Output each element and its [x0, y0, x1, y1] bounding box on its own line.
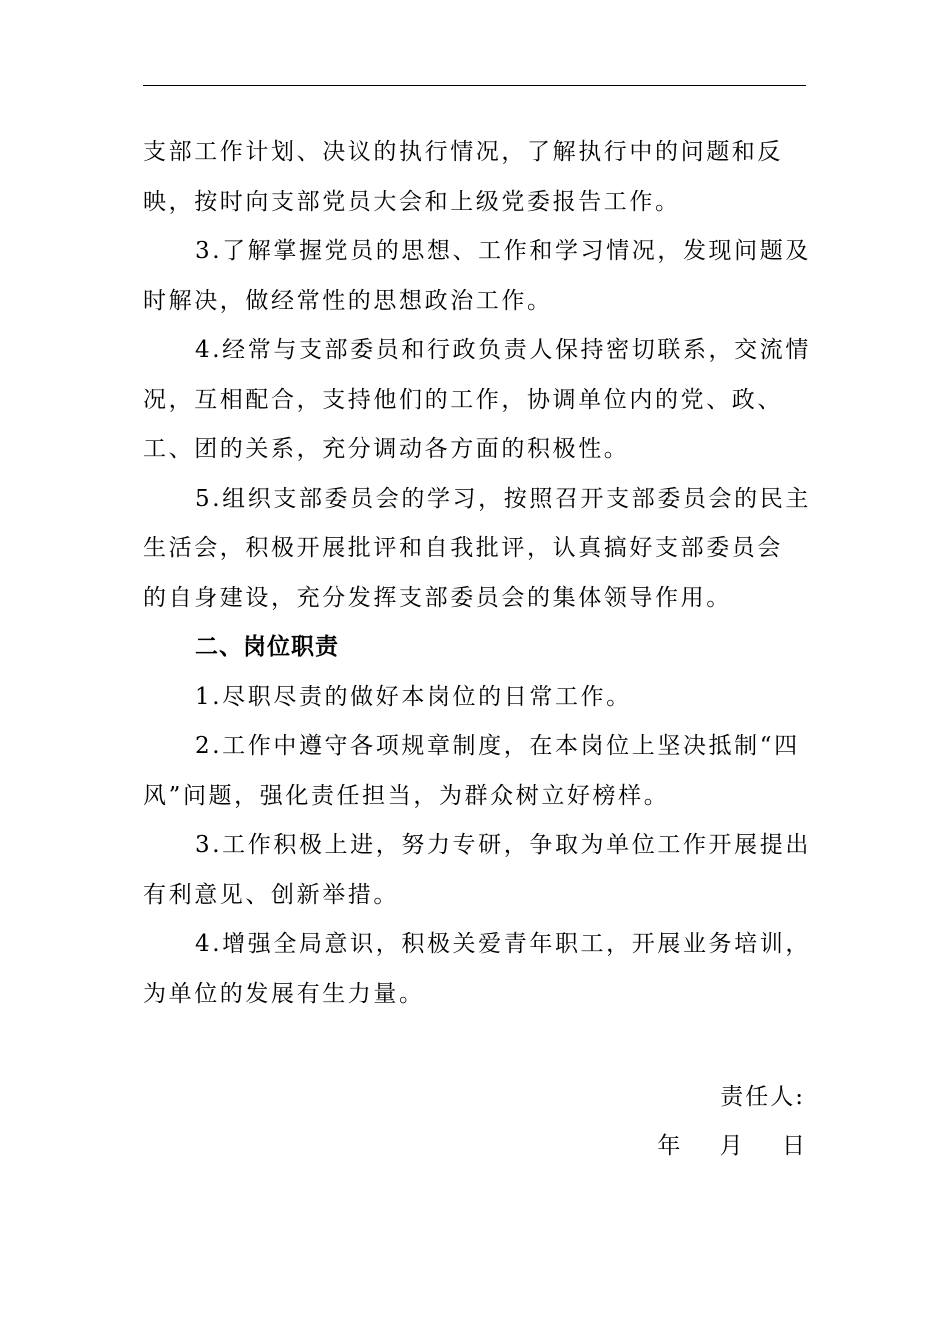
- body-line: 映，按时向支部党员大会和上级党委报告工作。: [143, 188, 681, 215]
- body-line: 5.组织支部委员会的学习，按照召开支部委员会的民主: [195, 485, 811, 512]
- responsible-person-label: 责任人:: [720, 1084, 805, 1110]
- date-label: 年 月 日: [657, 1133, 805, 1159]
- body-line: 生活会，积极开展批评和自我批评，认真搞好支部委员会: [143, 535, 783, 561]
- body-line: 4.经常与支部委员和行政负责人保持密切联系，交流情: [195, 337, 811, 363]
- body-line: 风”问题，强化责任担当，为群众树立好榜样。: [143, 782, 670, 809]
- body-line: 有利意见、创新举措。: [143, 881, 399, 908]
- body-line: 为单位的发展有生力量。: [143, 980, 425, 1007]
- header-rule: [143, 85, 806, 86]
- body-line: 3.了解掌握党员的思想、工作和学习情况，发现问题及: [195, 238, 811, 264]
- body-line: 工、团的关系，充分调动各方面的积极性。: [143, 436, 630, 462]
- body-line: 3.工作积极上进，努力专研，争取为单位工作开展提出: [195, 832, 811, 858]
- body-line: 4.增强全局意识，积极关爱青年职工，开展业务培训，: [195, 931, 811, 957]
- body-line: 时解决，做经常性的思想政治工作。: [143, 287, 553, 314]
- body-line: 支部工作计划、决议的执行情况，了解执行中的问题和反: [143, 139, 783, 165]
- body-line: 况，互相配合，支持他们的工作，协调单位内的党、政、: [143, 386, 783, 413]
- body-line: 的自身建设，充分发挥支部委员会的集体领导作用。: [143, 584, 732, 611]
- section-heading: 二、岗位职责: [195, 634, 339, 660]
- body-line: 2.工作中遵守各项规章制度，在本岗位上坚决抵制“四: [195, 733, 800, 759]
- body-line: 1.尽职尽责的做好本岗位的日常工作。: [195, 683, 632, 710]
- document-body: [143, 128, 811, 1019]
